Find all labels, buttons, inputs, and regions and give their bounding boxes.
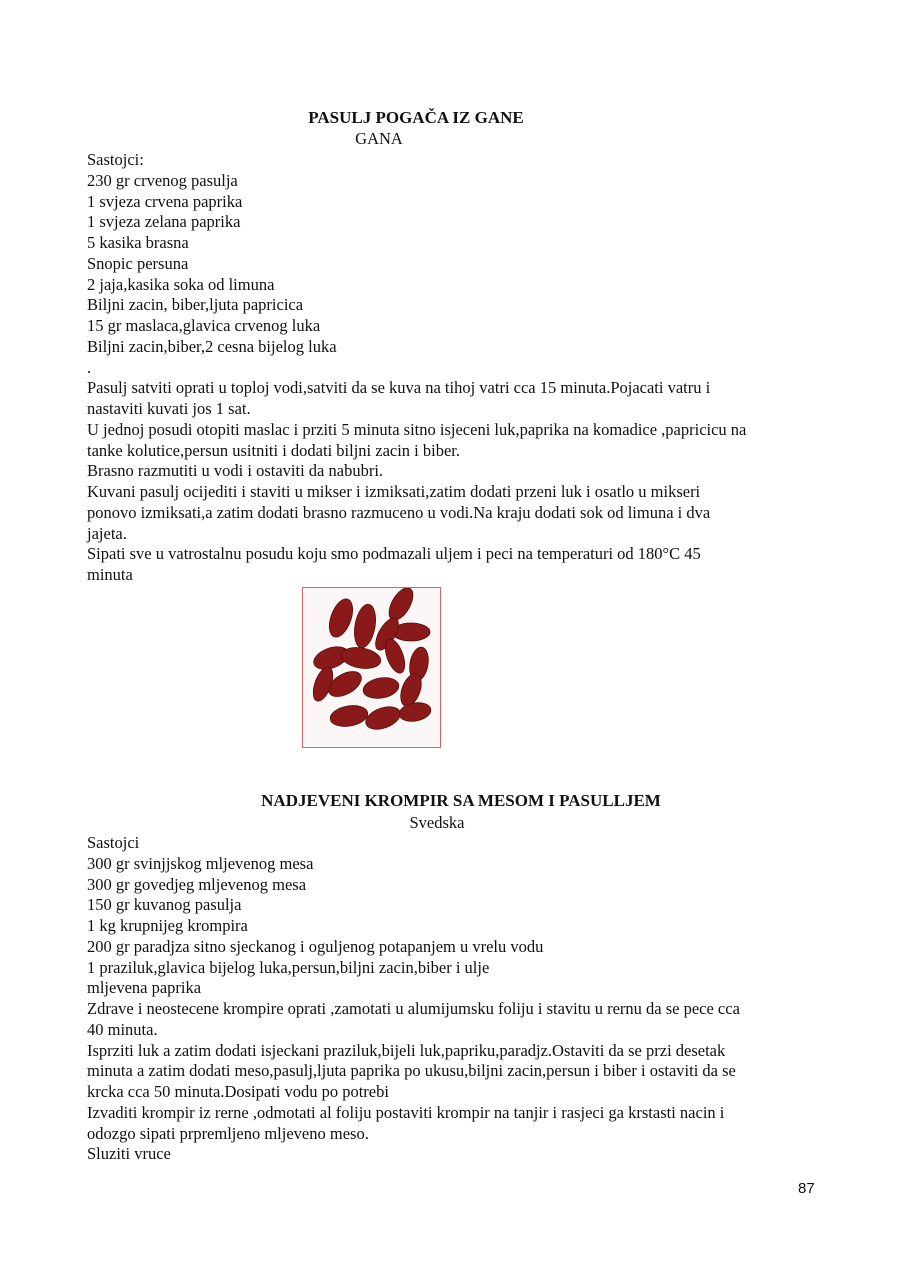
recipe2-body <box>87 833 740 1165</box>
ingredient-line: 1 praziluk,glavica bijelog luka,persun,biljni zacin,biber i ulje <box>87 957 490 977</box>
instruction-line: Brasno razmutiti u vodi i ostaviti da nabubri. <box>87 461 384 481</box>
bean <box>384 588 418 624</box>
ingredient-line: 200 gr paradjza sitno sjeckanog i oguljenog potapanjem u vrelu vodu <box>87 936 544 956</box>
recipe2-title: NADJEVENI KROMPIR SA MESOM I PASULLJEM <box>261 791 661 810</box>
instruction-line: 40 minuta. <box>87 1019 158 1039</box>
instruction-line: Pasulj satviti oprati u toploj vodi,satviti da se kuva na tihoj vatri cca 15 minuta.Pojacati vatru i <box>87 378 711 398</box>
instruction-line: nastaviti kuvati jos 1 sat. <box>87 399 251 418</box>
recipe1-country: GANA <box>355 129 403 148</box>
ingredients-label: Sastojci <box>87 833 140 852</box>
ingredient-line: 5 kasika brasna <box>87 233 189 252</box>
instruction-line: tanke kolutice,persun usitniti i dodati biljni zacin i biber. <box>87 440 461 460</box>
instruction-line: Sluziti vruce <box>87 1144 171 1164</box>
ingredient-line: Biljni zacin,biber,2 cesna bijelog luka <box>87 336 337 356</box>
recipe1-title: PASULJ POGAČA IZ GANE <box>308 108 524 127</box>
instruction-line: odozgo sipati prpremljeno mljeveno meso. <box>87 1123 369 1143</box>
instruction-line: minuta a zatim dodati meso,pasulj,ljuta paprika po ukusu,biljni zacin,persun i biber i ostaviti da se <box>87 1061 736 1081</box>
bean <box>363 702 404 733</box>
instruction-line: jajeta. <box>87 523 127 543</box>
ingredient-line: 1 svjeza crvena paprika <box>87 191 243 211</box>
recipe2-country: Svedska <box>409 813 465 832</box>
instruction-line: Izvaditi krompir iz rerne ,odmotati al foliju postaviti krompir na tanjir i rasjeci ga krstasti nacin i <box>87 1102 725 1122</box>
ingredient-line: . <box>87 357 92 377</box>
bean <box>329 703 370 729</box>
instruction-line: krcka cca 50 minuta.Dosipati vodu po potrebi <box>87 1082 389 1101</box>
bean <box>325 596 357 640</box>
ingredient-line: 300 gr svinjjskog mljevenog mesa <box>87 853 314 873</box>
instruction-line: minuta <box>87 565 133 584</box>
beans-image <box>302 587 441 748</box>
page-number: 87 <box>798 1180 815 1197</box>
ingredient-line: 300 gr govedjeg mljevenog mesa <box>87 874 307 894</box>
ingredient-line: 15 gr maslaca,glavica crvenog luka <box>87 316 321 335</box>
instruction-line: Sipati sve u vatrostalnu posudu koju smo podmazali uljem i peci na temperaturi od 180°C 45 <box>87 544 701 564</box>
bean <box>362 675 401 701</box>
instruction-line: Zdrave i neostecene krompire oprati ,zamotati u alumijumsku foliju i stavitu u rernu da se pece cca <box>87 999 740 1018</box>
ingredient-line: 1 svjeza zelana paprika <box>87 212 241 232</box>
instruction-line: U jednoj posudi otopiti maslac i prziti 5 minuta sitno isjeceni luk,paprika na komadice ,papricicu na <box>87 419 747 439</box>
instruction-line: ponovo izmiksati,a zatim dodati brasno razmuceno u vodi.Na kraju dodati sok od limuna i dva <box>87 502 711 522</box>
ingredient-line: 230 gr crvenog pasulja <box>87 170 238 190</box>
instruction-line: Isprziti luk a zatim dodati isjeckani praziluk,bijeli luk,papriku,paradjz.Ostaviti da se przi desetak <box>87 1040 726 1060</box>
ingredient-line: mljevena paprika <box>87 978 202 998</box>
ingredient-line: Snopic persuna <box>87 253 189 273</box>
ingredient-line: 2 jaja,kasika soka od limuna <box>87 274 275 294</box>
ingredients-label: Sastojci: <box>87 150 144 169</box>
ingredient-line: Biljni zacin, biber,ljuta papricica <box>87 295 304 315</box>
instruction-line: Kuvani pasulj ocijediti i staviti u mikser i izmiksati,zatim dodati przeni luk i osatlo u mikseri <box>87 482 701 501</box>
ingredient-line: 150 gr kuvanog pasulja <box>87 895 242 915</box>
bean <box>351 603 378 650</box>
ingredient-line: 1 kg krupnijeg krompira <box>87 916 248 935</box>
recipe1-body <box>87 150 746 586</box>
